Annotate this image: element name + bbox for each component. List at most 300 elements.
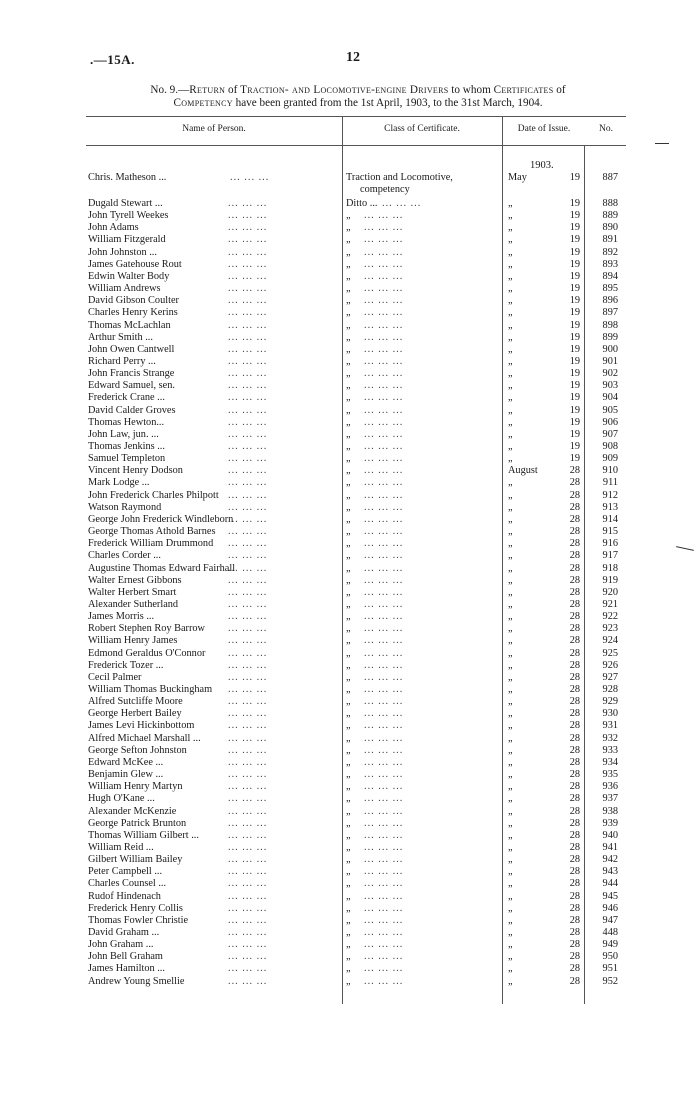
leader-dots: ... ... ... — [228, 380, 268, 392]
class-leader-dots: ... ... ... — [364, 234, 404, 246]
class-leader-dots: ... ... ... — [364, 368, 404, 380]
certificate-class: „ — [346, 769, 351, 781]
issue-day: 28 — [569, 611, 580, 623]
class-leader-dots: ... ... ... — [364, 574, 404, 586]
issue-month: „ — [508, 781, 513, 793]
person-name: James Morris ... — [88, 611, 155, 623]
person-name: George Thomas Athold Barnes — [88, 526, 216, 538]
certificate-class: „ — [346, 283, 351, 295]
table-row — [0, 198, 700, 210]
certificate-class: „ — [346, 951, 351, 963]
class-leader-dots: ... ... ... — [364, 295, 404, 307]
person-name: John Adams — [88, 222, 139, 234]
person-name: William Fitzgerald — [88, 234, 166, 246]
certificate-number: 903 — [602, 380, 618, 392]
class-leader-dots: ... ... ... — [364, 817, 404, 829]
certificate-number: 898 — [602, 319, 618, 331]
person-name: Charles Henry Kerins — [88, 307, 178, 319]
issue-day: 28 — [569, 927, 580, 938]
class-leader-dots: ... ... ... — [364, 963, 404, 975]
leader-dots: ... ... ... — [228, 343, 268, 355]
table-row — [0, 453, 700, 465]
certificate-class: „ — [346, 684, 351, 695]
leader-dots: ... ... ... — [228, 355, 268, 367]
table-row — [0, 344, 700, 356]
issue-month: „ — [508, 671, 513, 683]
issue-month: „ — [508, 307, 513, 319]
person-name: William Thomas Buckingham — [88, 684, 213, 695]
table-row — [0, 878, 700, 890]
class-leader-dots: ... ... ... — [364, 781, 404, 793]
class-leader-dots: ... ... ... — [364, 623, 404, 635]
certificate-class: „ — [346, 914, 351, 926]
certificate-number: 908 — [602, 441, 618, 452]
column-header-no: No. — [599, 124, 613, 134]
leader-dots: ... ... ... — [228, 307, 268, 319]
leader-dots: ... ... ... — [228, 611, 268, 623]
person-name: George Herbert Bailey — [88, 708, 182, 720]
class-leader-dots: ... ... ... — [364, 319, 404, 331]
class-leader-dots: ... ... ... — [364, 951, 404, 963]
issue-month: „ — [508, 343, 513, 355]
certificate-number: 901 — [602, 355, 618, 367]
table-row — [0, 429, 700, 441]
certificate-class: „ — [346, 841, 351, 853]
leader-dots: ... ... ... — [228, 477, 268, 489]
certificate-number: 924 — [602, 635, 618, 647]
issue-day: 19 — [569, 380, 580, 392]
person-name: William Henry James — [88, 635, 178, 647]
class-leader-dots: ... ... ... — [364, 611, 404, 623]
issue-day: 28 — [569, 829, 580, 841]
class-leader-dots: ... ... ... — [364, 477, 404, 489]
caption-word-drivers: Traction- and Locomotive-engine Drivers — [240, 84, 449, 96]
person-name: William Reid ... — [88, 841, 154, 853]
table-row — [0, 793, 700, 805]
certificate-class: „ — [346, 744, 351, 756]
issue-day: 28 — [569, 538, 580, 550]
issue-month: „ — [508, 902, 513, 914]
page-number: 12 — [346, 50, 360, 65]
certificate-number: 951 — [602, 963, 618, 975]
certificate-class: „ — [346, 720, 351, 732]
table-row — [0, 526, 700, 538]
certificate-number: 942 — [602, 854, 618, 866]
leader-dots: ... ... ... — [228, 659, 268, 671]
class-leader-dots: ... ... ... — [364, 598, 404, 610]
person-name: David Gibson Coulter — [88, 295, 179, 307]
issue-day: 19 — [569, 368, 580, 380]
leader-dots: ... ... ... — [228, 635, 268, 647]
issue-month: „ — [508, 708, 513, 720]
issue-month: „ — [508, 841, 513, 853]
certificate-class: „ — [346, 428, 351, 440]
leader-dots: ... ... ... — [228, 331, 268, 343]
table-row — [0, 514, 700, 526]
caption-word-certificates: Certificates — [493, 84, 554, 96]
certificate-class-continued: competency — [360, 184, 410, 195]
person-name: Thomas Fowler Christie — [88, 914, 189, 926]
table-row — [0, 210, 700, 222]
certificate-class: „ — [346, 331, 351, 343]
issue-month: „ — [508, 756, 513, 768]
person-name: Thomas McLachlan — [88, 319, 171, 331]
issue-day: 19 — [569, 343, 580, 355]
class-leader-dots: ... ... ... — [364, 270, 404, 282]
table-row — [0, 599, 700, 611]
margin-mark — [655, 143, 669, 144]
table-row — [0, 927, 700, 939]
class-leader-dots: ... ... ... — [364, 696, 404, 708]
table-row — [0, 417, 700, 429]
table-row — [0, 672, 700, 684]
class-leader-dots: ... ... ... — [364, 684, 404, 695]
issue-month: „ — [508, 283, 513, 295]
class-leader-dots: ... ... ... — [364, 283, 404, 295]
person-name: Samuel Templeton — [88, 453, 166, 465]
person-name: John Johnston ... — [88, 246, 157, 258]
certificate-number: 936 — [602, 781, 618, 793]
certificate-number: 888 — [602, 198, 618, 209]
leader-dots: ... ... ... — [228, 222, 268, 234]
person-name: Dugald Stewart ... — [88, 198, 163, 209]
person-name: John Bell Graham — [88, 951, 163, 963]
leader-dots: ... ... ... — [228, 817, 268, 829]
leader-dots: ... ... ... — [228, 671, 268, 683]
leader-dots: ... ... ... — [228, 866, 268, 878]
issue-day: 28 — [569, 623, 580, 635]
leader-dots: ... ... ... — [228, 416, 268, 428]
issue-month: „ — [508, 939, 513, 951]
issue-day: 28 — [569, 756, 580, 768]
certificate-class: „ — [346, 890, 351, 902]
person-name: John Graham ... — [88, 939, 154, 951]
issue-day: 28 — [569, 635, 580, 647]
certificate-number: 891 — [602, 234, 618, 246]
table-row — [0, 708, 700, 720]
certificate-number: 897 — [602, 307, 618, 319]
issue-day: 19 — [569, 172, 580, 183]
table-row — [0, 283, 700, 295]
class-leader-dots: ... ... ... — [364, 902, 404, 914]
certificate-class: Ditto ... — [346, 198, 378, 209]
leader-dots: ... ... ... — [228, 319, 268, 331]
class-leader-dots: ... ... ... — [364, 526, 404, 538]
certificate-class: „ — [346, 295, 351, 307]
issue-day: 28 — [569, 914, 580, 926]
person-name: Rudof Hindenach — [88, 890, 161, 902]
person-name: David Graham ... — [88, 927, 160, 938]
certificate-number: 917 — [602, 550, 618, 562]
certificate-number: 934 — [602, 756, 618, 768]
certificate-number: 920 — [602, 586, 618, 598]
person-name: Alexander McKenzie — [88, 805, 177, 817]
issue-day: 19 — [569, 319, 580, 331]
issue-day: 28 — [569, 902, 580, 914]
certificate-number: 926 — [602, 659, 618, 671]
issue-month: „ — [508, 562, 513, 574]
certificate-class: „ — [346, 817, 351, 829]
certificate-number: 911 — [602, 477, 618, 489]
class-leader-dots: ... ... ... — [382, 198, 422, 209]
class-leader-dots: ... ... ... — [364, 647, 404, 659]
certificate-number: 945 — [602, 890, 618, 902]
certificate-number: 946 — [602, 902, 618, 914]
certificate-class: „ — [346, 598, 351, 610]
table-row — [0, 247, 700, 259]
person-name: John Owen Cantwell — [88, 343, 175, 355]
issue-day: 19 — [569, 355, 580, 367]
leader-dots: ... ... ... — [228, 526, 268, 538]
leader-dots: ... ... ... — [228, 756, 268, 768]
leader-dots: ... ... ... — [228, 708, 268, 720]
leader-dots: ... ... ... — [228, 246, 268, 258]
class-leader-dots: ... ... ... — [364, 927, 404, 938]
issue-month: „ — [508, 732, 513, 744]
person-name: Thomas Hewton... — [88, 416, 165, 428]
certificate-number: 912 — [602, 489, 618, 501]
certificate-number: 916 — [602, 538, 618, 550]
class-leader-dots: ... ... ... — [364, 416, 404, 428]
table-row — [0, 757, 700, 769]
certificate-class: „ — [346, 829, 351, 841]
issue-month: „ — [508, 489, 513, 501]
person-name: Robert Stephen Roy Barrow — [88, 623, 205, 635]
year-label: 1903. — [530, 160, 554, 171]
issue-month: „ — [508, 878, 513, 890]
caption-prefix: No. 9.— — [150, 84, 190, 96]
issue-day: 28 — [569, 975, 580, 987]
issue-month: „ — [508, 890, 513, 902]
certificate-class: „ — [346, 441, 351, 452]
issue-day: 19 — [569, 234, 580, 246]
table-row — [0, 332, 700, 344]
person-name: James Hamilton ... — [88, 963, 165, 975]
leader-dots: ... ... ... — [228, 914, 268, 926]
certificate-class: „ — [346, 647, 351, 659]
certificate-class: „ — [346, 708, 351, 720]
certificate-class: „ — [346, 939, 351, 951]
certificate-class: „ — [346, 513, 351, 525]
caption-text: of — [225, 84, 241, 96]
certificate-number: 892 — [602, 246, 618, 258]
table-row — [0, 368, 700, 380]
class-leader-dots: ... ... ... — [364, 671, 404, 683]
certificate-class: „ — [346, 550, 351, 562]
issue-day: 19 — [569, 416, 580, 428]
issue-month: „ — [508, 744, 513, 756]
issue-day: 19 — [569, 392, 580, 404]
person-name: Edmond Geraldus O'Connor — [88, 647, 206, 659]
issue-day: 28 — [569, 939, 580, 951]
table-row — [0, 222, 700, 234]
issue-day: 19 — [569, 210, 580, 222]
certificate-class: „ — [346, 793, 351, 805]
person-name: Walter Herbert Smart — [88, 586, 177, 598]
person-name: James Gatehouse Rout — [88, 258, 182, 270]
certificate-number: 918 — [602, 562, 618, 574]
leader-dots: ... ... ... — [228, 234, 268, 246]
certificate-class: „ — [346, 477, 351, 489]
class-leader-dots: ... ... ... — [364, 975, 404, 987]
class-leader-dots: ... ... ... — [364, 756, 404, 768]
class-leader-dots: ... ... ... — [364, 258, 404, 270]
class-leader-dots: ... ... ... — [364, 380, 404, 392]
issue-month: „ — [508, 805, 513, 817]
issue-month: „ — [508, 829, 513, 841]
issue-month: „ — [508, 817, 513, 829]
person-name: Alfred Michael Marshall ... — [88, 732, 201, 744]
leader-dots: ... ... ... — [228, 538, 268, 550]
person-name: Andrew Young Smellie — [88, 975, 185, 987]
issue-month: „ — [508, 295, 513, 307]
table-row — [0, 611, 700, 623]
certificate-number: 907 — [602, 428, 618, 440]
table-row — [0, 951, 700, 963]
issue-month: „ — [508, 428, 513, 440]
table-row — [0, 234, 700, 246]
class-leader-dots: ... ... ... — [364, 404, 404, 416]
issue-month: „ — [508, 684, 513, 695]
certificate-class: „ — [346, 416, 351, 428]
leader-dots: ... ... ... — [228, 769, 268, 781]
leader-dots: ... ... ... — [228, 501, 268, 513]
person-name: Watson Raymond — [88, 501, 162, 513]
class-leader-dots: ... ... ... — [364, 538, 404, 550]
class-leader-dots: ... ... ... — [364, 829, 404, 841]
table-row — [0, 976, 700, 988]
person-name: John Francis Strange — [88, 368, 175, 380]
table-row — [0, 684, 700, 696]
table-row — [0, 818, 700, 830]
table-row — [0, 320, 700, 332]
certificate-class: „ — [346, 781, 351, 793]
leader-dots: ... ... ... — [230, 172, 270, 183]
leader-dots: ... ... ... — [228, 404, 268, 416]
issue-month: „ — [508, 258, 513, 270]
issue-day: 28 — [569, 562, 580, 574]
leader-dots: ... ... ... — [228, 878, 268, 890]
issue-month: „ — [508, 453, 513, 465]
issue-month: „ — [508, 270, 513, 282]
person-name: Thomas William Gilbert ... — [88, 829, 199, 841]
certificate-number: 935 — [602, 769, 618, 781]
certificate-class: „ — [346, 574, 351, 586]
class-leader-dots: ... ... ... — [364, 793, 404, 805]
leader-dots: ... ... ... — [228, 975, 268, 987]
issue-day: 28 — [569, 647, 580, 659]
issue-day: 19 — [569, 295, 580, 307]
person-name: Edward McKee ... — [88, 756, 164, 768]
person-name: Cecil Palmer — [88, 671, 142, 683]
caption-text: of — [553, 84, 566, 96]
certificate-number: 941 — [602, 841, 618, 853]
certificate-number: 923 — [602, 623, 618, 635]
leader-dots: ... ... ... — [228, 732, 268, 744]
person-name: Gilbert William Bailey — [88, 854, 183, 866]
table-row — [0, 563, 700, 575]
person-name: Peter Campbell ... — [88, 866, 163, 878]
person-name: John Law, jun. ... — [88, 428, 159, 440]
issue-day: 28 — [569, 513, 580, 525]
certificate-class: „ — [346, 562, 351, 574]
leader-dots: ... ... ... — [228, 562, 268, 574]
leader-dots: ... ... ... — [228, 841, 268, 853]
issue-month: „ — [508, 623, 513, 635]
table-row — [0, 271, 700, 283]
leader-dots: ... ... ... — [228, 258, 268, 270]
table-row — [0, 769, 700, 781]
issue-day: 19 — [569, 270, 580, 282]
leader-dots: ... ... ... — [228, 951, 268, 963]
certificate-class: „ — [346, 866, 351, 878]
table-row — [0, 891, 700, 903]
table-row — [0, 307, 700, 319]
class-leader-dots: ... ... ... — [364, 331, 404, 343]
class-leader-dots: ... ... ... — [364, 939, 404, 951]
certificate-number: 906 — [602, 416, 618, 428]
person-name: William Henry Martyn — [88, 781, 183, 793]
certificate-class: „ — [346, 501, 351, 513]
leader-dots: ... ... ... — [228, 586, 268, 598]
issue-month: „ — [508, 963, 513, 975]
certificate-number: 943 — [602, 866, 618, 878]
certificate-class: „ — [346, 307, 351, 319]
caption-text: to whom — [448, 84, 494, 96]
issue-day: 19 — [569, 441, 580, 452]
certificate-class: „ — [346, 489, 351, 501]
class-leader-dots: ... ... ... — [364, 720, 404, 732]
table-row — [0, 806, 700, 818]
leader-dots: ... ... ... — [228, 854, 268, 866]
issue-day: 19 — [569, 258, 580, 270]
certificate-class: „ — [346, 975, 351, 987]
certificate-class: „ — [346, 453, 351, 465]
table-row — [0, 538, 700, 550]
certificate-number: 900 — [602, 343, 618, 355]
leader-dots: ... ... ... — [228, 890, 268, 902]
class-leader-dots: ... ... ... — [364, 210, 404, 222]
class-leader-dots: ... ... ... — [364, 659, 404, 671]
certificate-class: „ — [346, 246, 351, 258]
person-name: Edwin Walter Body — [88, 270, 170, 282]
leader-dots: ... ... ... — [228, 283, 268, 295]
table-row — [0, 745, 700, 757]
certificate-number: 930 — [602, 708, 618, 720]
table-row — [0, 550, 700, 562]
leader-dots: ... ... ... — [228, 270, 268, 282]
class-leader-dots: ... ... ... — [364, 562, 404, 574]
person-name: Frederick Tozer ... — [88, 659, 164, 671]
leader-dots: ... ... ... — [228, 647, 268, 659]
certificate-class: „ — [346, 586, 351, 598]
person-name: Hugh O'Kane ... — [88, 793, 155, 805]
issue-month: „ — [508, 392, 513, 404]
caption-text: have been granted from the 1st April, 1903, to the 31st March, 1904. — [232, 97, 543, 109]
table-row — [0, 854, 700, 866]
issue-month: „ — [508, 210, 513, 222]
table-row — [0, 490, 700, 502]
certificate-number: 927 — [602, 671, 618, 683]
issue-day: 28 — [569, 817, 580, 829]
person-name: James Levi Hickinbottom — [88, 720, 195, 732]
leader-dots: ... ... ... — [228, 465, 268, 477]
table-row — [0, 635, 700, 647]
certificate-number: 933 — [602, 744, 618, 756]
table-row — [0, 842, 700, 854]
issue-day: 28 — [569, 501, 580, 513]
issue-day: 28 — [569, 526, 580, 538]
